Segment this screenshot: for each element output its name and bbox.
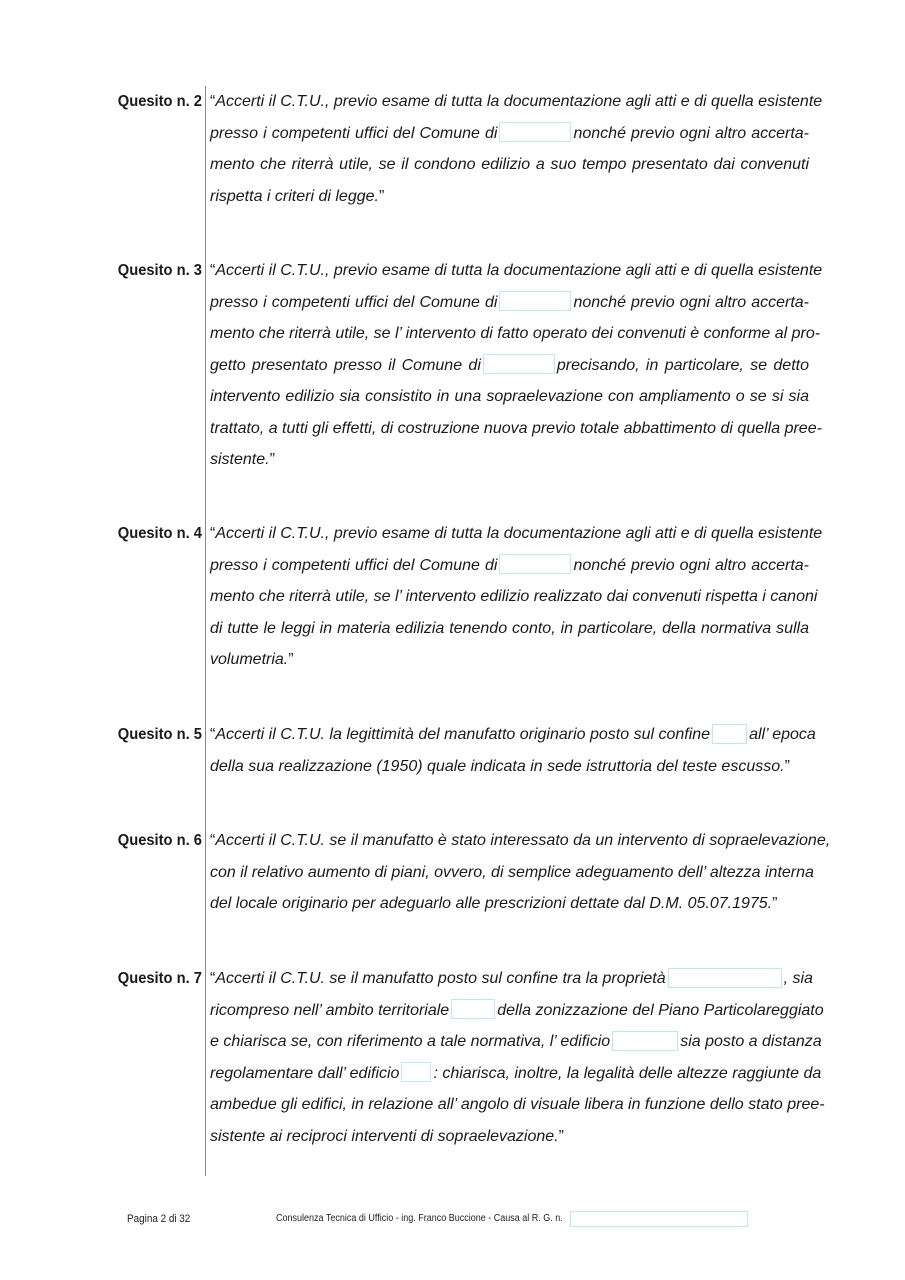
text-line: regolamentare dall’ edificio bbox=[210, 1064, 400, 1082]
text-line: e chiarisca se, con riferimento a tale normativa, l’ edificio bbox=[210, 1033, 611, 1050]
redacted-field[interactable] bbox=[401, 1062, 431, 1082]
text-line: sia posto a distanza bbox=[680, 1033, 822, 1050]
quesito-label: Quesito n. 6 bbox=[117, 832, 202, 849]
quesito-label: Quesito n. 2 bbox=[117, 93, 202, 110]
quesito-text bbox=[210, 518, 823, 676]
open-quote: “ bbox=[210, 726, 216, 743]
text-line: nonché previo ogni altro accerta- bbox=[573, 124, 809, 142]
text-line: trattato, a tutti gli effetti, di costruzione nuova previo totale abbattimento di quella pree- bbox=[210, 419, 822, 437]
text-line: , sia bbox=[783, 970, 813, 987]
text-line: mento che riterrà utile, se l’ intervento edilizio realizzato dai convenuti rispetta i canoni bbox=[210, 588, 818, 605]
text-line: Accerti il C.T.U. la legittimità del manufatto originario posto sul confine bbox=[215, 726, 711, 743]
close-quote: ” bbox=[772, 895, 778, 912]
open-quote: “ bbox=[210, 262, 216, 279]
text-line: del locale originario per adeguarlo alle prescrizioni dettate dal D.M. 05.07.1975. bbox=[210, 895, 773, 912]
open-quote: “ bbox=[210, 93, 216, 110]
text-line: presso i competenti uffici del Comune di bbox=[210, 124, 498, 142]
redacted-field[interactable] bbox=[483, 354, 555, 374]
open-quote: “ bbox=[210, 525, 216, 542]
text-line: nonché previo ogni altro accerta- bbox=[573, 556, 809, 574]
redacted-field[interactable] bbox=[499, 122, 571, 142]
open-quote: “ bbox=[210, 832, 216, 849]
close-quote: ” bbox=[269, 451, 275, 468]
margin-rule bbox=[205, 86, 206, 1176]
close-quote: ” bbox=[378, 187, 385, 205]
redacted-field[interactable] bbox=[499, 554, 571, 574]
text-line: : chiarisca, inoltre, la legalità delle altezze raggiunte da bbox=[433, 1064, 822, 1082]
text-line: intervento edilizio sia consistito in una sopraelevazione con ampliamento o se si sia bbox=[210, 388, 809, 405]
close-quote: ” bbox=[288, 651, 294, 668]
text-line: presso i competenti uffici del Comune di bbox=[210, 556, 498, 574]
text-line: sistente ai reciproci interventi di sopraelevazione. bbox=[210, 1127, 559, 1145]
text-line: Accerti il C.T.U., previo esame di tutta la documentazione agli atti e di quella esistente bbox=[215, 93, 823, 110]
quesito-text bbox=[210, 255, 823, 476]
text-line: di tutte le leggi in materia edilizia tenendo conto, in particolare, della normativa sulla bbox=[210, 619, 809, 637]
text-line: Accerti il C.T.U. se il manufatto posto sul confine tra la proprietà bbox=[215, 970, 666, 987]
quesito-text bbox=[210, 86, 823, 212]
text-line: Accerti il C.T.U., previo esame di tutta la documentazione agli atti e di quella esistente bbox=[215, 262, 823, 279]
quesito-label: Quesito n. 4 bbox=[117, 525, 202, 542]
text-line: volumetria. bbox=[210, 651, 289, 668]
text-line: mento che riterrà utile, se il condono edilizio a suo tempo presentato dai convenuti bbox=[210, 156, 809, 173]
quesito-label: Quesito n. 5 bbox=[117, 726, 202, 743]
text-line: ambedue gli edifici, in relazione all’ angolo di visuale libera in funzione dello stato pree- bbox=[210, 1096, 825, 1113]
text-line: della zonizzazione del Piano Particolareggiato bbox=[497, 1001, 824, 1019]
text-line: getto presentato presso il Comune di bbox=[210, 356, 481, 374]
text-line: all’ epoca bbox=[749, 726, 816, 743]
text-line: presso i competenti uffici del Comune di bbox=[210, 293, 498, 311]
redacted-field[interactable] bbox=[451, 999, 495, 1019]
redacted-field[interactable] bbox=[612, 1031, 678, 1051]
quesito-text bbox=[210, 719, 816, 782]
page-number: Pagina 2 di 32 bbox=[127, 1213, 191, 1225]
close-quote: ” bbox=[784, 757, 790, 775]
quesito-label: Quesito n. 7 bbox=[117, 970, 202, 987]
text-line: rispetta i criteri di legge. bbox=[210, 187, 379, 205]
quesito-text bbox=[210, 825, 831, 920]
redacted-field[interactable] bbox=[499, 291, 571, 311]
text-line: nonché previo ogni altro accerta- bbox=[573, 293, 809, 311]
redacted-field[interactable] bbox=[712, 724, 747, 744]
text-line: sistente. bbox=[210, 451, 270, 468]
text-line: mento che riterrà utile, se l’ intervento di fatto operato dei convenuti è conforme al pro- bbox=[210, 325, 821, 342]
text-line: Accerti il C.T.U. se il manufatto è stato interessato da un intervento di sopraelevazione, bbox=[215, 832, 831, 849]
footer-title: Consulenza Tecnica di Ufficio - ing. Franco Buccione - Causa al R. G. n. bbox=[276, 1213, 563, 1224]
quesito-text bbox=[210, 963, 825, 1152]
redacted-case-number[interactable] bbox=[570, 1211, 748, 1227]
close-quote: ” bbox=[558, 1127, 564, 1145]
redacted-field[interactable] bbox=[668, 968, 782, 988]
text-line: precisando, in particolare, se detto bbox=[556, 356, 809, 374]
quesito-label: Quesito n. 3 bbox=[117, 262, 202, 279]
text-line: con il relativo aumento di piani, ovvero, di semplice adeguamento dell’ altezza interna bbox=[210, 863, 814, 881]
open-quote: “ bbox=[210, 970, 216, 987]
text-line: Accerti il C.T.U., previo esame di tutta la documentazione agli atti e di quella esistente bbox=[215, 525, 823, 542]
text-line: ricompreso nell’ ambito territoriale bbox=[210, 1001, 450, 1019]
text-line: della sua realizzazione (1950) quale indicata in sede istruttoria del teste escusso. bbox=[210, 757, 785, 775]
